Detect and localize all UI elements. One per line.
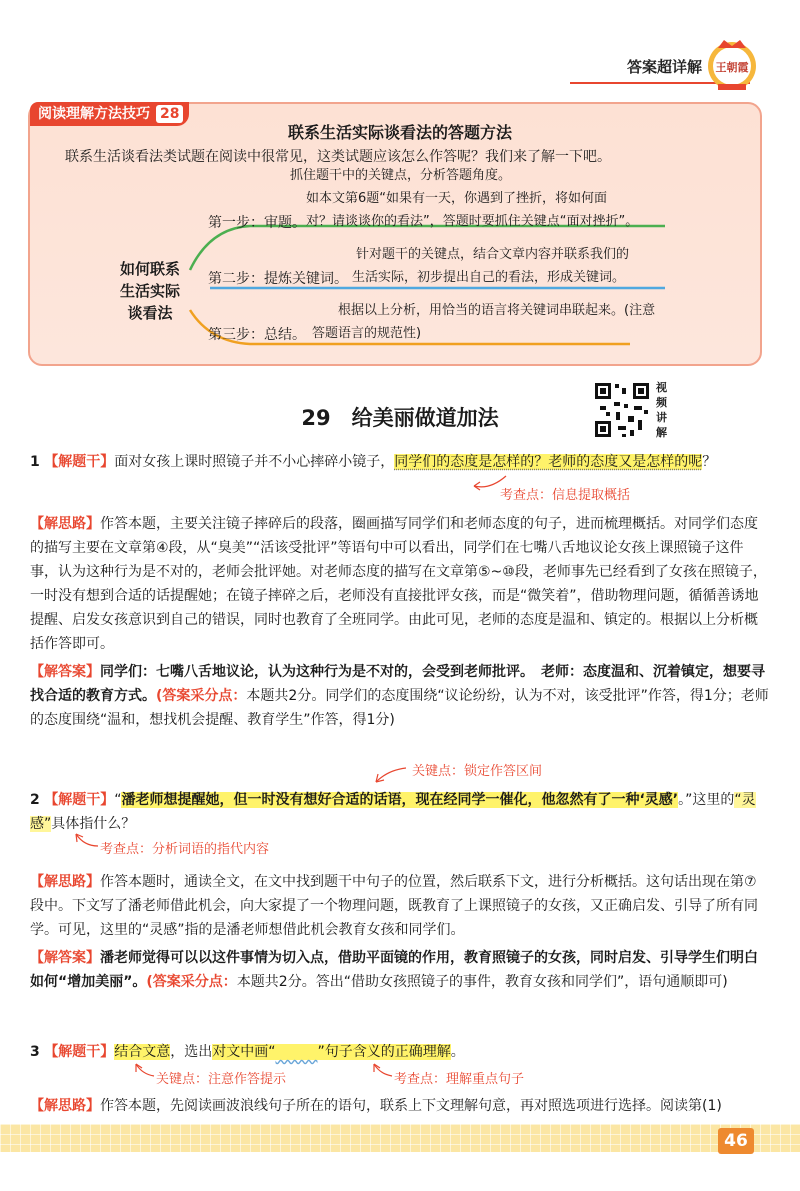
q2-stem-highlight2: “灵感”	[30, 792, 756, 832]
q1-stem-highlight: 同学们的态度是怎样的？老师的态度又是怎样的呢	[394, 454, 703, 470]
q1-stem-tag: 【解题干】	[44, 454, 115, 470]
q2-answer-text: 潘老师觉得可以以这件事情为切入点，借助平面镜的作用，教育照镜子的女孩，同时启发、引导学生们明白如何“增加美丽”。	[30, 950, 758, 990]
method-intro: 联系生活谈看法类试题在阅读中很常见，这类试题应该怎么作答呢？我们来了解一下吧。	[65, 149, 611, 165]
step-3-desc-end	[312, 323, 421, 345]
step-1-desc-cont	[306, 188, 607, 210]
q1-answer	[30, 660, 770, 732]
q3-note-left: 关键点：注意作答提示	[156, 1072, 287, 1087]
qr-code-icon[interactable]	[592, 380, 652, 440]
q3-analysis-text: 作答本题，先阅读画波浪线句子所在的语句，联系上下文理解句意，再对照选项进行选择。阅读第(1)	[100, 1098, 722, 1114]
center-label-line: 谈看法	[127, 304, 173, 322]
q1-analysis-text: 作答本题，主要关注镜子摔碎后的段落，圈画描写同学们和老师态度的句子，进而梳理概括。对同学们态度的描写主要在文章第④段，从“臭美”“活该受批评”等语句中可以看出，同学们在七嘴八舌地议论女孩上课照镜子这件事，认为这种行为是不对的，老师会批评她。对老师态度的描写在文章第⑤~⑩段，老师事先已经看到了女孩在照镜子，一时没有想到合适的话提醒她；在镜子摔碎之后，老师没有直接批评女孩，而是“微笑着”，借助物理问题，循循善诱地提醒、启发女孩意识到自己的错误，同时也教育了全班同学。由此可见，老师的态度是温和、镇定的。根据以上分析概括作答即可。	[30, 516, 767, 652]
q2-score-text: 本题共2分。答出“借助女孩照镜子的事件，教育女孩和同学们”，语句通顺即可)	[236, 974, 728, 990]
q3-number: 3	[30, 1044, 40, 1060]
header-label: 答案超详解	[626, 58, 702, 76]
q1-stem	[30, 450, 770, 474]
step-desc-line: 根据以上分析，用恰当的语言将关键词串联起来。(注意	[338, 303, 656, 318]
q2-stem-q2: 。”这里的	[678, 792, 735, 808]
q1-analysis	[30, 512, 770, 656]
method-tag-label: 阅读理解方法技巧	[38, 106, 150, 122]
q1-stem-end: ？	[702, 454, 717, 470]
q3-analysis	[30, 1094, 770, 1118]
step-1-desc-end	[306, 211, 638, 233]
logo-text: 王朝霞	[715, 61, 749, 74]
step-desc-line: 生活实际，初步提出自己的看法，形成关键词。	[352, 270, 626, 285]
q2-analysis	[30, 870, 770, 942]
q3-note-right: 考查点：理解重点句子	[394, 1072, 525, 1087]
q2-note-top: 关键点：锁定作答区间	[412, 764, 543, 779]
step-desc-line: 针对题干的关键点，结合文章内容并联系我们的	[356, 247, 630, 262]
footer-band	[0, 1124, 800, 1152]
step-desc-line: 如本文第6题“如果有一天，你遇到了挫折，将如何面	[306, 191, 608, 206]
step-2-label: 第二步：提炼关键词。	[208, 271, 348, 287]
q3-stem-mid: ，选出	[170, 1044, 213, 1060]
q3-note-arrow-left	[128, 1060, 158, 1082]
q2-answer	[30, 946, 770, 994]
q2-number: 2	[30, 792, 40, 808]
q3-analysis-tag: 【解思路】	[30, 1098, 100, 1114]
q2-note: 考查点：分析词语的指代内容	[100, 842, 270, 857]
q3-stem-end: 。	[450, 1044, 465, 1060]
q2-stem-end: 具体指什么？	[51, 816, 136, 832]
step-desc-line: 答题语言的规范性)	[312, 326, 422, 341]
q1-answer-text: 同学们：七嘴八舌地议论，认为这种行为是不对的，会受到老师批评。 老师：态度温和、沉着镇定，想要寻找合适的教育方式。	[30, 664, 765, 704]
q2-note-arrow	[370, 760, 410, 786]
step-2-desc	[356, 244, 629, 266]
page-number: 46	[718, 1128, 754, 1154]
q2-stem	[30, 788, 770, 836]
step-desc-line: 对？请谈谈你的看法”，答题时要抓住关键点“面对挫折”。	[306, 214, 639, 229]
q1-score-text: 本题共2分。同学们的态度围绕“议论纷纷，认为不对，该受批评”作答，得1分；老师的态度围绕“温和，想找机会提醒、教育学生”作答，得1分)	[30, 688, 769, 728]
q2-analysis-tag: 【解思路】	[30, 874, 100, 890]
mindmap-center-label	[110, 258, 190, 324]
q1-number: 1	[30, 454, 40, 470]
step-3-label: 第三步：总结。	[208, 327, 306, 343]
q2-stem-q1: “	[114, 792, 122, 808]
q2-analysis-text: 作答本题时，通读全文，在文中找到题干中句子的位置，然后联系下文，进行分析概括。这句话出现在第⑦段中。下文写了潘老师借此机会，向大家提了一个物理问题，既教育了上课照镜子的女孩，又正确启发、引导了所有同学。可见，这里的“灵感”指的是潘老师想借此机会教育女孩和同学们。	[30, 874, 758, 938]
q2-stem-tag: 【解题干】	[44, 792, 115, 808]
q1-analysis-tag: 【解思路】	[30, 516, 100, 532]
method-tag-number: 28	[156, 105, 183, 123]
q3-stem-highlight: 结合文意	[114, 1044, 171, 1060]
center-label-line: 如何联系	[119, 260, 180, 278]
q1-note: 考查点：信息提取概括	[500, 488, 631, 503]
q1-score-tag: (答案采分点：	[156, 688, 247, 704]
qr-label: 视频讲解	[656, 381, 667, 439]
q3-stem-tag: 【解题干】	[44, 1044, 115, 1060]
q2-note-arrow-2	[72, 830, 102, 854]
q2-score-tag: (答案采分点：	[146, 974, 237, 990]
chapter-title	[0, 402, 800, 432]
step-2-desc-end	[352, 267, 625, 289]
q1-answer-tag: 【解答案】	[30, 664, 100, 680]
q2-answer-tag: 【解答案】	[30, 950, 100, 966]
q1-stem-text: 面对女孩上课时照镜子并不小心摔碎小镜子，	[114, 454, 395, 470]
q3-note-arrow-right	[366, 1060, 396, 1082]
q3-stem-highlight3: ”句子含义的正确理解	[317, 1044, 451, 1060]
q2-stem-highlight: 潘老师想提醒她，但一时没有想好合适的话语，现在经同学一催化，他忽然有了一种‘灵感’	[121, 792, 679, 808]
center-label-line: 生活实际	[119, 282, 180, 300]
step-3-desc	[338, 300, 655, 322]
chapter-name: 给美丽做道加法	[351, 406, 499, 430]
step-1-desc	[290, 165, 511, 187]
q3-stem-highlight2: 对文中画“	[212, 1044, 276, 1060]
logo-icon	[704, 36, 760, 92]
q3-stem-wavy	[275, 1044, 317, 1060]
step-desc-line: 抓住题干中的关键点，分析答题角度。	[290, 168, 512, 183]
chapter-number: 29	[301, 406, 331, 430]
step-1-label: 第一步：审题。	[208, 215, 306, 231]
method-title: 联系生活实际谈看法的答题方法	[287, 123, 512, 142]
